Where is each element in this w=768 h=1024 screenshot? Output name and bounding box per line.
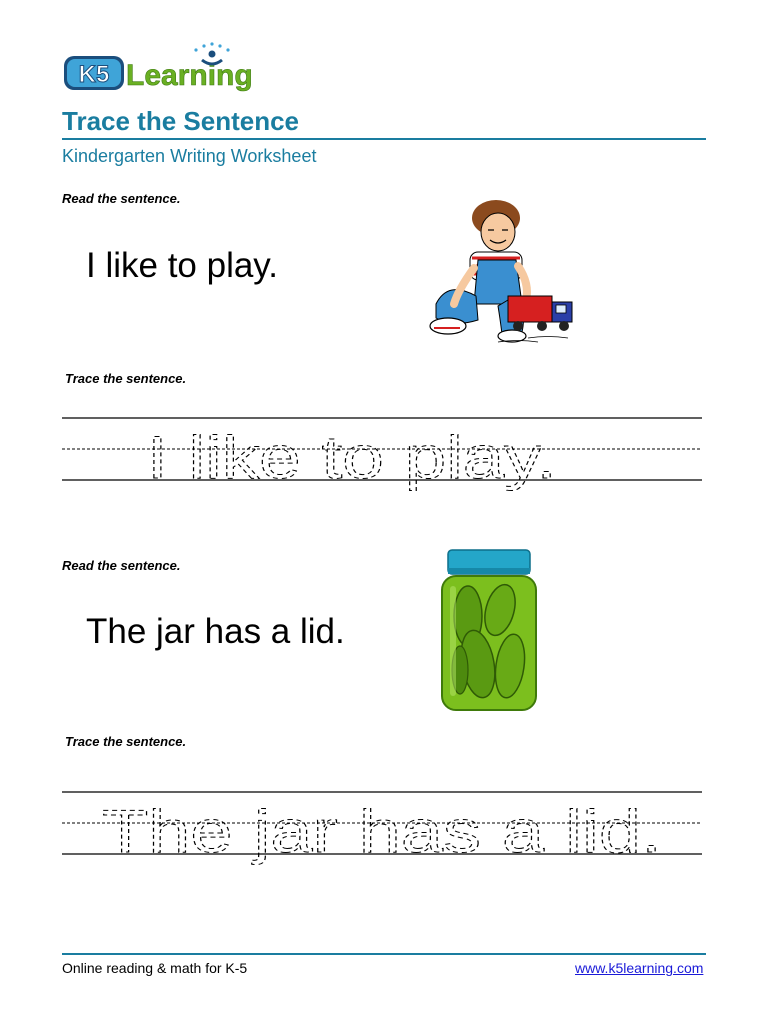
sentence-1: I like to play.	[86, 246, 278, 285]
trace-instruction-2: Trace the sentence.	[65, 734, 187, 749]
read-instruction-2: Read the sentence.	[62, 558, 181, 573]
trace-instruction-1: Trace the sentence.	[65, 371, 187, 386]
worksheet-title: Trace the Sentence	[62, 106, 299, 136]
logo-letters: K5	[78, 61, 110, 88]
trace-sentence-2: The jar has a lid.	[102, 798, 662, 865]
trace-lines-1	[62, 414, 704, 494]
k5-learning-logo	[62, 42, 262, 98]
title-divider	[62, 138, 706, 140]
worksheet-subtitle: Kindergarten Writing Worksheet	[62, 146, 317, 166]
trace-lines-2	[62, 788, 704, 868]
read-instruction-1: Read the sentence.	[62, 191, 181, 206]
logo-word: Learning	[126, 59, 253, 92]
sentence-2: The jar has a lid.	[86, 612, 345, 651]
pickle-jar-picture	[438, 546, 540, 714]
footer-tagline: Online reading & math for K-5	[62, 960, 248, 976]
trace-sentence-1: I like to play.	[147, 424, 557, 491]
boy-playing-picture	[418, 196, 578, 346]
website-link[interactable]: www.k5learning.com	[575, 960, 704, 976]
footer-divider	[62, 953, 706, 955]
